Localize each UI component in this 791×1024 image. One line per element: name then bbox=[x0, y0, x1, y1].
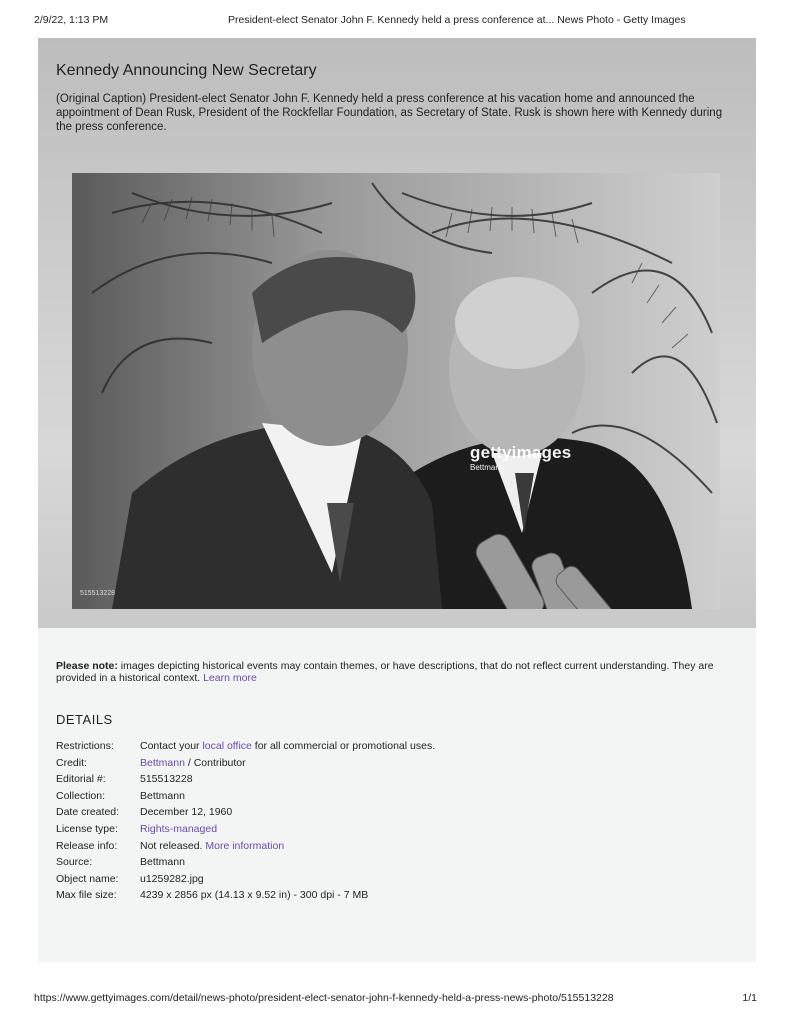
details-heading: DETAILS bbox=[56, 712, 113, 727]
details-value: Bettmann bbox=[140, 856, 185, 869]
details-value bbox=[140, 840, 435, 857]
news-photo[interactable] bbox=[72, 173, 720, 609]
note-label: Please note: bbox=[56, 660, 118, 672]
details-value: 4239 x 2856 px (14.13 x 9.52 in) - 300 dpi - 7 MB bbox=[140, 889, 369, 902]
details-value: 515513228 bbox=[140, 773, 193, 786]
details-label: Credit: bbox=[56, 756, 87, 769]
note-text: images depicting historical events may contain themes, or have descriptions, that do not reflect current understanding. They are provided in a historical context. bbox=[56, 660, 714, 684]
details-label: Source: bbox=[56, 856, 93, 869]
photo-caption: (Original Caption) President-elect Senator John F. Kennedy held a press conference at his vacation home and announced the appointment of Dean Rusk, President of the Rockfellar Foundation, as Secretary of State. Rusk is shown here with Kennedy during the press conference. bbox=[56, 93, 723, 133]
details-value bbox=[140, 740, 435, 757]
details-row-object-name bbox=[56, 873, 435, 890]
details-row-release-info bbox=[56, 840, 435, 857]
details-row-date-created bbox=[56, 806, 435, 823]
details-value: December 12, 1960 bbox=[140, 806, 233, 819]
details-label: Date created: bbox=[56, 806, 120, 819]
details-row-max-file-size bbox=[56, 889, 435, 906]
details-row-editorial bbox=[56, 773, 435, 790]
details-row-credit bbox=[56, 757, 435, 774]
getty-watermark bbox=[470, 443, 571, 472]
details-label: Max file size: bbox=[56, 889, 117, 902]
details-label: Restrictions: bbox=[56, 740, 114, 752]
details-row-restrictions bbox=[56, 740, 435, 757]
details-row-source bbox=[56, 856, 435, 873]
learn-more-link[interactable]: Learn more bbox=[203, 672, 257, 684]
print-url: https://www.gettyimages.com/detail/news-photo/president-elect-senator-john-f-kennedy-held-a-press-news-photo/515513228 bbox=[34, 992, 614, 1004]
details-row-collection bbox=[56, 790, 435, 807]
details-label: Editorial #: bbox=[56, 773, 106, 786]
info-panel bbox=[38, 628, 756, 962]
bettmann-credit-link[interactable]: Bettmann bbox=[140, 756, 185, 769]
details-label: License type: bbox=[56, 822, 118, 835]
historical-note bbox=[56, 660, 746, 684]
watermark-credit: Bettmann bbox=[470, 463, 505, 472]
photo-id-overlay: 515513228 bbox=[80, 590, 116, 597]
details-label: Collection: bbox=[56, 789, 106, 802]
hero-panel bbox=[38, 38, 756, 628]
restrictions-text-pre: Contact your bbox=[140, 740, 203, 752]
photo-illustration bbox=[72, 173, 720, 609]
restrictions-text-post: for all commercial or promotional uses. bbox=[251, 740, 436, 752]
print-datetime: 2/9/22, 1:13 PM bbox=[34, 14, 109, 26]
details-row-license-type bbox=[56, 823, 435, 840]
print-footer bbox=[34, 992, 757, 1006]
rights-managed-link[interactable]: Rights-managed bbox=[140, 822, 218, 835]
local-office-link[interactable]: local office bbox=[202, 740, 252, 752]
photo-title: Kennedy Announcing New Secretary bbox=[56, 62, 317, 79]
print-page-title: President-elect Senator John F. Kennedy held a press conference at... News Photo - Getty Images bbox=[228, 14, 686, 26]
more-information-link[interactable]: More information bbox=[205, 839, 285, 852]
release-status: Not released. bbox=[140, 839, 206, 852]
details-value bbox=[140, 823, 435, 840]
details-label: Object name: bbox=[56, 872, 119, 885]
print-page-number: 1/1 bbox=[742, 992, 757, 1004]
details-value: u1259282.jpg bbox=[140, 872, 204, 885]
credit-role: / Contributor bbox=[184, 756, 246, 769]
details-label: Release info: bbox=[56, 839, 118, 852]
details-table bbox=[56, 740, 435, 906]
details-value: Bettmann bbox=[140, 789, 185, 802]
print-header bbox=[34, 14, 757, 28]
watermark-brand: gettyimages bbox=[470, 443, 572, 462]
details-value bbox=[140, 757, 435, 774]
